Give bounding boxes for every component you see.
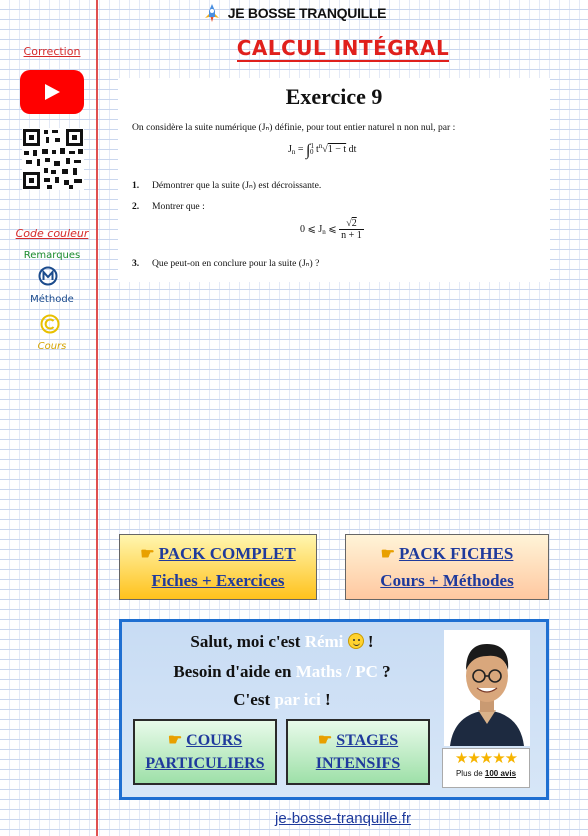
pack-fiches-line1: PACK FICHES	[398, 544, 514, 563]
code-couleur-label: Code couleur	[15, 227, 89, 240]
reviews-badge[interactable]	[442, 748, 530, 788]
stages-line1: STAGES	[336, 732, 399, 749]
promo-question: Besoin d'aide en Maths / PC ?	[173, 662, 391, 681]
question-1: 1. Démontrer que la suite (Jₙ) est décroissante.	[132, 180, 322, 191]
promo-name: Rémi	[304, 632, 344, 651]
cours-line2: PARTICULIERS	[145, 755, 265, 772]
youtube-button[interactable]	[20, 70, 84, 114]
avatar	[444, 630, 530, 746]
rating-stars: ★★★★★	[454, 751, 518, 767]
cours-particuliers-button[interactable]	[133, 719, 277, 785]
page-title	[98, 36, 588, 60]
play-icon	[42, 82, 62, 102]
promo-greeting: Salut, moi c'est Rémi !	[190, 632, 374, 651]
pointing-hand-icon: ☛	[167, 732, 183, 749]
exercise-title: Exercice 9	[285, 84, 383, 109]
reviews-text: Plus de 100 avis	[455, 769, 517, 778]
pointing-hand-icon: ☛	[380, 546, 395, 563]
methode-m-icon	[38, 266, 58, 286]
exercise-card	[118, 78, 550, 282]
promo-box	[119, 619, 549, 800]
brand-header[interactable]	[0, 3, 588, 25]
pointing-hand-icon: ☛	[317, 732, 333, 749]
page-title-text: CALCUL INTÉGRAL	[236, 36, 450, 60]
exercise-intro: On considère la suite numérique (Jₙ) définie, pour tout entier naturel n non nul, par :	[132, 122, 456, 133]
pack-fiches-line2: Cours + Méthodes	[380, 571, 514, 590]
footer-link[interactable]: je-bosse-tranquille.fr	[275, 810, 411, 827]
brand-name: JE BOSSE TRANQUILLE	[227, 5, 387, 21]
rocket-logo-icon	[202, 3, 222, 23]
promo-cta-text: C'est par ici !	[233, 690, 331, 709]
pack-complet-button[interactable]	[119, 534, 317, 600]
pointing-hand-icon: ☛	[140, 546, 155, 563]
stages-line2: INTENSIFS	[315, 755, 401, 772]
legend-methode: Méthode	[30, 294, 74, 305]
margin-line	[96, 0, 98, 836]
pack-complet-line2: Fiches + Exercices	[151, 571, 285, 590]
stages-intensifs-button[interactable]	[286, 719, 430, 785]
pack-fiches-button[interactable]	[345, 534, 549, 600]
cours-c-icon	[40, 314, 60, 334]
question-3: 3. Que peut-on en conclure pour la suite (Jₙ) ?	[132, 258, 320, 269]
legend-remarques: Remarques	[23, 250, 81, 261]
cours-line1: COURS	[186, 732, 243, 749]
qr-code-icon[interactable]	[22, 128, 84, 190]
wink-emoji-icon	[348, 633, 364, 649]
integral-formula: $J_n = \int^1_0$ $t^n√1 - t$ dt	[288, 142, 357, 159]
legend-cours: Cours	[37, 341, 67, 352]
correction-label: Correction	[23, 45, 81, 58]
pack-complet-line1: PACK COMPLET	[158, 544, 296, 563]
question-2: 2. Montrer que :	[132, 201, 205, 212]
inequality-formula: 0 ⩽ $J_n$ ⩽ $\frac{√2}{n + 1}$	[300, 218, 362, 241]
